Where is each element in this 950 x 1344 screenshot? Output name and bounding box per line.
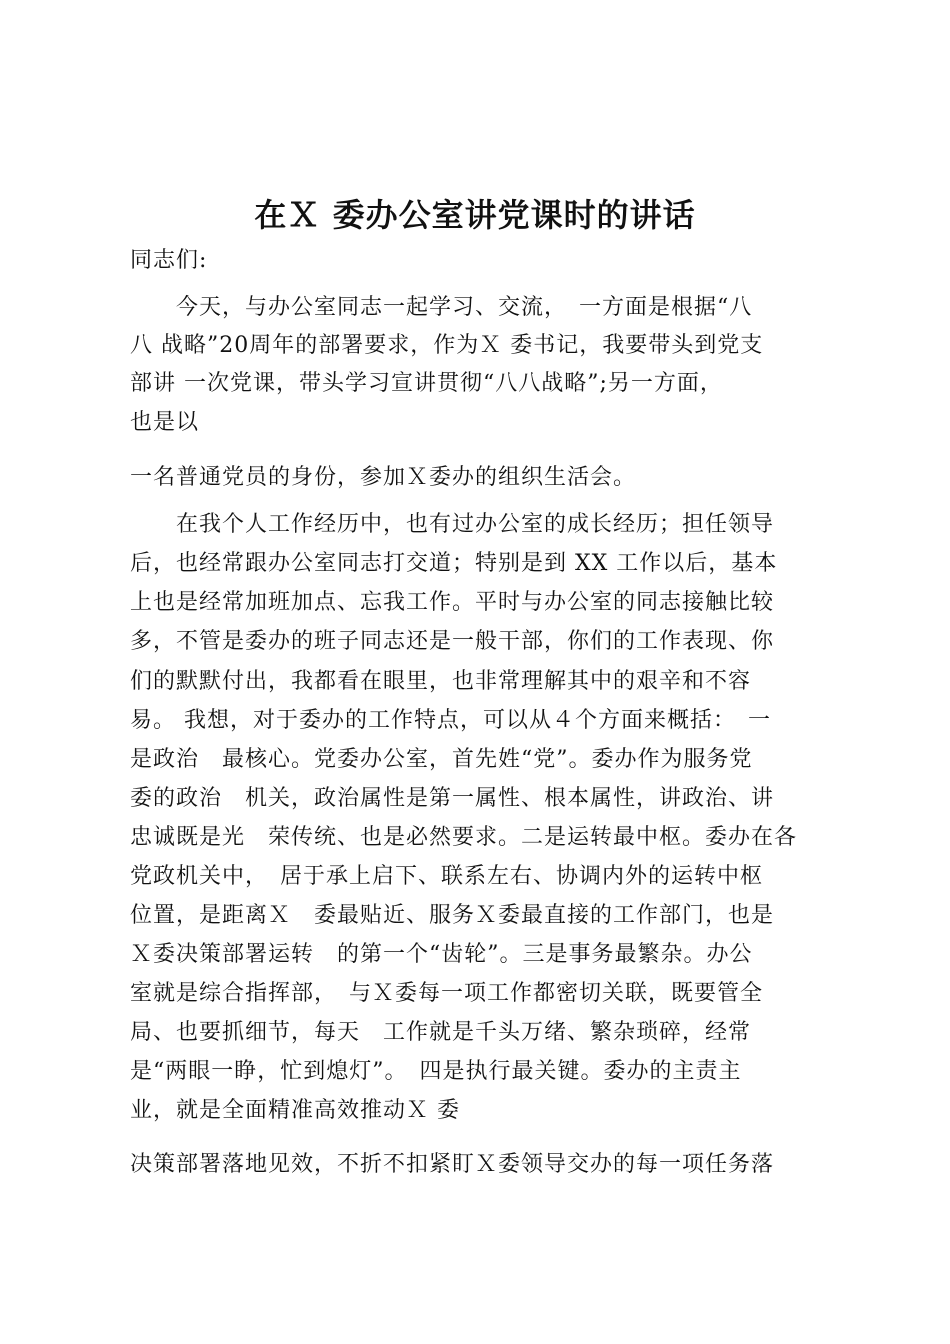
body-line: 也是以: [130, 410, 200, 435]
body-line: 位置，是距离Ｘ 委最贴近、服务Ｘ委最直接的工作部门，也是: [130, 903, 775, 928]
body-line: 八 战略”20周年的部署要求，作为Ｘ 委书记，我要带头到党支: [130, 333, 764, 358]
body-line: 是政治 最核心。党委办公室，首先姓“党”。委办作为服务党: [130, 747, 753, 772]
body-line: 局、也要抓细节，每天 工作就是千头万绪、繁杂琐碎，经常: [130, 1020, 752, 1045]
body-line: Ｘ委决策部署运转 的第一个“齿轮”。三是事务最繁杂。办公: [130, 942, 753, 967]
body-line: 们的默默付出，我都看在眼里，也非常理解其中的艰辛和不容: [130, 669, 752, 694]
body-line: 在我个人工作经历中，也有过办公室的成长经历；担任领导: [130, 512, 775, 537]
body-line: 今天，与办公室同志一起学习、交流， 一方面是根据“八: [130, 295, 753, 320]
body-line: 易。 我想，对于委办的工作特点，可以从４个方面来概括： 一: [130, 708, 771, 733]
body-line: 后，也经常跟办公室同志打交道；特别是到 XX 工作以后，基本: [130, 551, 778, 576]
salutation: 同志们:: [130, 248, 208, 273]
body-line: 上也是经常加班加点、忘我工作。平时与办公室的同志接触比较: [130, 590, 775, 615]
body-line: 忠诚既是光 荣传统、也是必然要求。二是运转最中枢。委办在各: [130, 825, 798, 850]
body-line: 委的政治 机关，政治属性是第一属性、根本属性，讲政治、讲: [130, 786, 775, 811]
body-line: 决策部署落地见效，不折不扣紧盯Ｘ委领导交办的每一项任务落: [130, 1152, 775, 1177]
body-line: 业，就是全面精准高效推动Ｘ 委: [130, 1098, 460, 1123]
body-line: 部讲 一次党课，带头学习宣讲贯彻“八八战略”;另一方面，: [130, 371, 723, 396]
document-title: 在Ｘ 委办公室讲党课时的讲话: [254, 196, 696, 234]
body-line: 多，不管是委办的班子同志还是一般干部，你们的工作表现、你: [130, 629, 775, 654]
body-line: 室就是综合指挥部， 与Ｘ委每一项工作都密切关联，既要管全: [130, 981, 764, 1006]
body-line: 一名普通党员的身份，参加Ｘ委办的组织生活会。: [130, 465, 637, 490]
body-line: 是“两眼一睁，忙到熄灯”。 四是执行最关键。委办的主责主: [130, 1059, 742, 1084]
body-line: 党政机关中， 居于承上启下、联系左右、协调内外的运转中枢: [130, 864, 764, 889]
